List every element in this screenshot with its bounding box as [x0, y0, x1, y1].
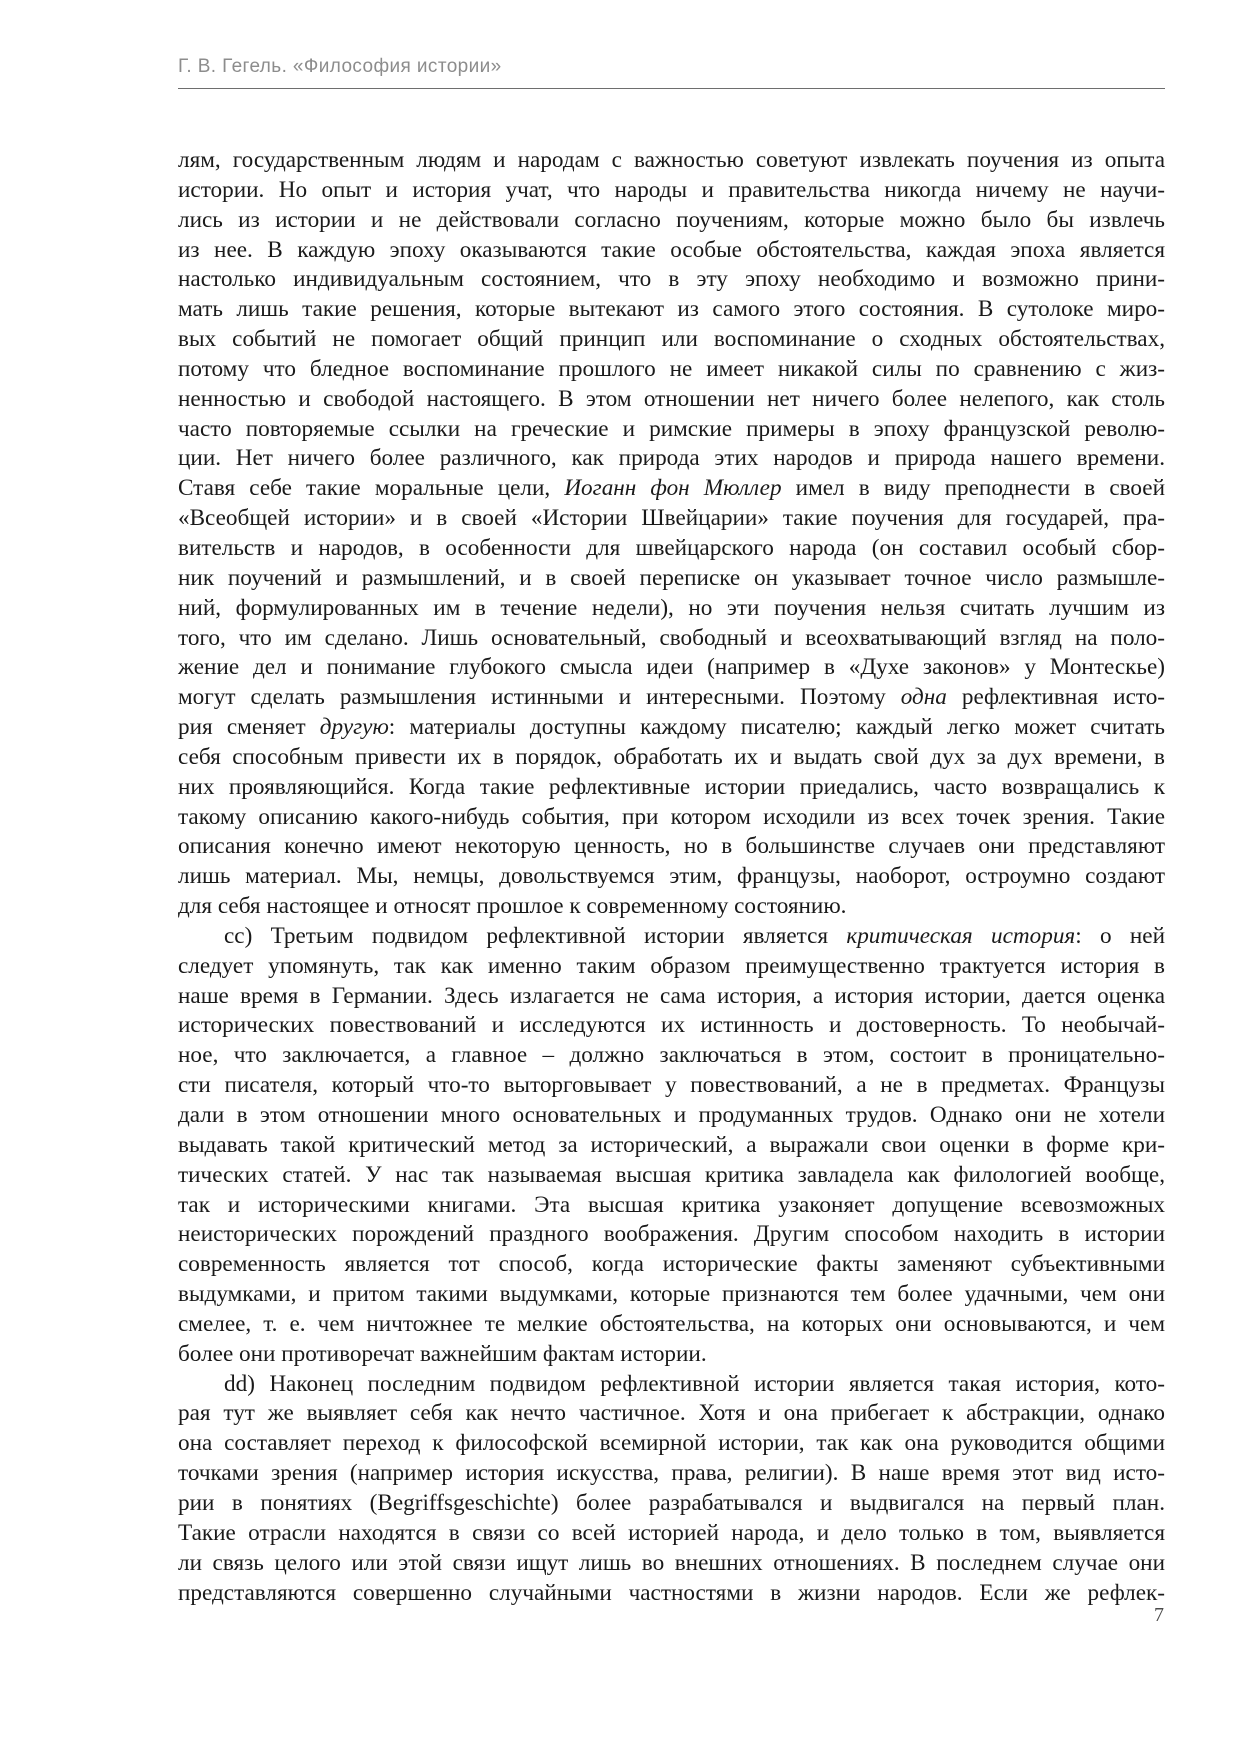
text-line: выдумками, и притом такими выдумками, которые признаются тем более удачными, чем они	[178, 1281, 1165, 1308]
text-line: жение дел и понимание глубокого смысла идеи (например в «Духе законов» у Монтескье)	[178, 654, 1165, 681]
text-line: лись из истории и не действовали согласно поучениям, которые можно было бы извлечь	[178, 206, 1165, 233]
text-line: потому что бледное воспоминание прошлого не имеет никакой силы по сравнению с жиз-	[178, 355, 1165, 382]
text-line: вых событий не помогает общий принцип или воспоминание о сходных обстоятельствах,	[178, 326, 1165, 353]
text-line: ли связь целого или этой связи ищут лишь во внешних отношениях. В последнем случае они	[178, 1549, 1165, 1576]
italic-term: другую	[319, 714, 389, 741]
text-line: ное, что заключается, а главное – должно заключаться в этом, состоит в проницательно-	[178, 1042, 1165, 1069]
page-number: 7	[1154, 1604, 1164, 1626]
text-line: ник поучений и размышлений, и в своей переписке он указывает точное число размышле-	[178, 564, 1165, 591]
text-line: истории. Но опыт и история учат, что народы и правительства никогда ничему не научи-	[178, 176, 1165, 203]
italic-term: критическая история	[846, 922, 1076, 949]
text-line: рия сменяет другую: материалы доступны каждому писателю; каждый легко может считать	[178, 714, 1165, 741]
text-line: себя способным привести их в порядок, обработать их и выдать свой дух за дух времени, в	[178, 743, 1165, 770]
text-line: ний, формулированных им в течение недели), но эти поучения нельзя считать лучшим из	[178, 594, 1165, 621]
text-line: из нее. В каждую эпоху оказываются такие особые обстоятельства, каждая эпоха является	[178, 236, 1165, 263]
text-line: современность является тот способ, когда исторические факты заменяют субъективными	[178, 1251, 1165, 1278]
text-line: тических статей. У нас так называемая высшая критика завладела как филологией вообще,	[178, 1161, 1165, 1188]
text-line: для себя настоящее и относят прошлое к современному состоянию.	[178, 893, 847, 920]
text-line: она составляет переход к философской всемирной истории, так как она руководится общими	[178, 1430, 1165, 1457]
text-line: лишь материал. Мы, немцы, довольствуемся этим, французы, наоборот, остроумно создают	[178, 863, 1165, 890]
text-line: «Всеобщей истории» и в своей «Истории Швейцарии» такие поучения для государей, пра-	[178, 505, 1165, 532]
text-line: мать лишь такие решения, которые вытекают из самого этого состояния. В сутолоке миро-	[178, 296, 1165, 323]
text-line: вительств и народов, в особенности для швейцарского народа (он составил особый сбор-	[178, 534, 1165, 561]
text-line: смелее, т. е. чем ничтожнее те мелкие обстоятельства, на которых они основываются, и чем	[178, 1310, 1165, 1337]
text-line: следует упомянуть, так как именно таким образом преимущественно трактуется история в	[178, 952, 1165, 979]
text-line: дали в этом отношении много основательных и продуманных трудов. Однако они не хотели	[178, 1102, 1165, 1128]
text-line: рая тут же выявляет себя как нечто частичное. Хотя и она прибегает к абстракции, однако	[178, 1400, 1165, 1427]
text-line: Ставя себе такие моральные цели, Иоганн фон Мюллер имел в виду преподнести в своей	[178, 475, 1165, 502]
italic-name: Иоганн фон Мюллер	[564, 475, 782, 502]
page-body-text	[178, 146, 1165, 1608]
text-line: сс) Третьим подвидом рефлективной истории является критическая история: о ней	[224, 922, 1165, 949]
text-line: точками зрения (например история искусства, права, религии). В наше время этот вид исто-	[178, 1460, 1165, 1487]
text-line: неисторических порождений праздного воображения. Другим способом находить в истории	[178, 1221, 1165, 1248]
text-line: исторических повествований и исследуются их истинность и достоверность. То необычай-	[178, 1012, 1165, 1039]
text-line: наше время в Германии. Здесь излагается не сама история, а история истории, дается оценка	[178, 982, 1165, 1009]
text-line: dd) Наконец последним подвидом рефлективной истории является такая история, кото-	[224, 1370, 1165, 1397]
text-line: представляются совершенно случайными частностями в жизни народов. Если же рефлек-	[178, 1579, 1165, 1606]
text-line: рии в понятиях (Begriffsgeschichte) более разрабатывался и выдвигался на первый план.	[178, 1489, 1165, 1516]
text-line: выдавать такой критический метод за исторический, а выражали свои оценки в форме кри-	[178, 1131, 1165, 1158]
text-line: ции. Нет ничего более различного, как природа этих народов и природа нашего времени.	[178, 445, 1165, 472]
text-line: так и историческими книгами. Эта высшая критика узаконяет допущение всевозможных	[178, 1191, 1165, 1218]
text-line: могут сделать размышления истинными и интересными. Поэтому одна рефлективная исто-	[178, 684, 1166, 711]
text-line: более они противоречат важнейшим фактам истории.	[178, 1340, 707, 1367]
text-line: того, что им сделано. Лишь основательный, свободный и всеохватывающий взгляд на поло-	[178, 624, 1165, 651]
text-line: описания конечно имеют некоторую ценность, но в большинстве случаев они представляют	[178, 833, 1165, 860]
text-line: них проявляющийся. Когда такие рефлективные истории приедались, часто возвращались к	[178, 773, 1165, 800]
running-title: Г. В. Гегель. «Философия истории»	[178, 56, 502, 77]
text-line: лям, государственным людям и народам с важностью советуют извлекать поучения из опыта	[178, 147, 1165, 173]
italic-term: одна	[900, 684, 947, 711]
text-line: часто повторяемые ссылки на греческие и римские примеры в эпоху французской револю-	[178, 415, 1165, 442]
text-line: такому описанию какого-нибудь события, при котором исходили из всех точек зрения. Такие	[178, 803, 1165, 830]
text-line: ненностью и свободой настоящего. В этом отношении нет ничего более нелепого, как столь	[178, 385, 1165, 412]
text-line: Такие отрасли находятся в связи со всей историей народа, и дело только в том, выявляется	[178, 1519, 1165, 1546]
text-line: настолько индивидуальным состоянием, что в эту эпоху необходимо и возможно прини-	[178, 266, 1165, 293]
header-rule	[178, 88, 1165, 89]
text-line: сти писателя, который что-то выторговывает у повествований, а не в предметах. Французы	[178, 1072, 1165, 1099]
